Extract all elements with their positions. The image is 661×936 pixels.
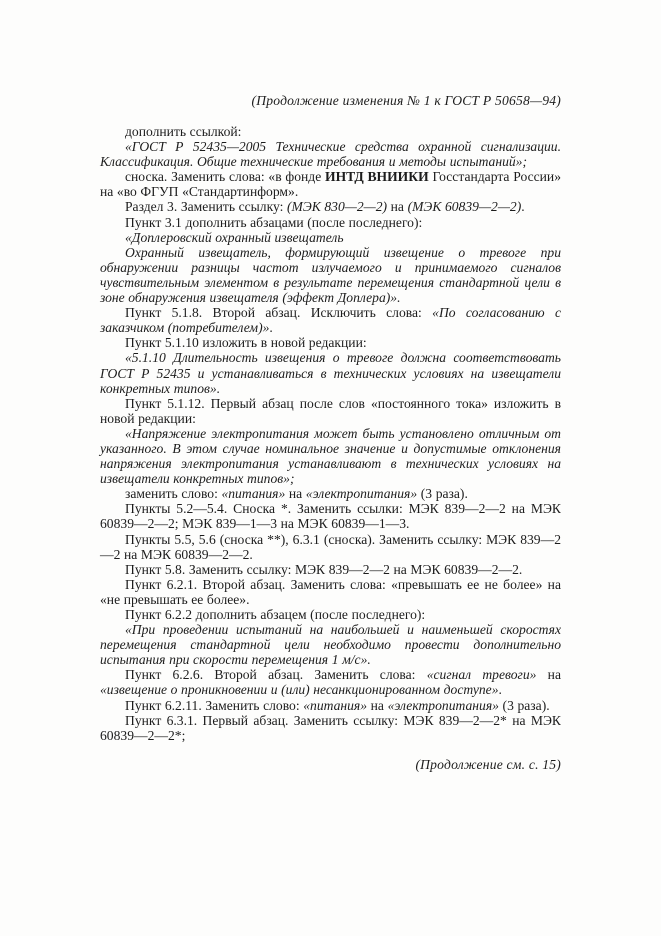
paragraph: [100, 169, 561, 199]
text-run: (МЭК 60839—2—2): [407, 199, 522, 215]
text-run: Пункт 5.1.10 изложить в новой редакции:: [125, 335, 367, 351]
text-run: (3 раза).: [417, 486, 468, 502]
text-run: сноска. Заменить слова: «в фонде: [125, 169, 325, 185]
text-run: Пункт 5.1.8. Второй абзац. Исключить слова:: [125, 305, 433, 321]
text-run: «электропитания»: [305, 486, 418, 502]
text-run: Госстандарта России» на «во ФГУП «Стандартинформ».: [100, 169, 561, 200]
text-run: на: [367, 697, 388, 713]
text-run: на: [387, 199, 408, 215]
text-run: Пункты 5.2—5.4. Сноска *. Заменить ссылки: МЭК 839—2—2 на МЭК 60839—2—2; МЭК 839—1—3 на МЭК 60839—1—3.: [100, 501, 561, 532]
text-run: Пункт 5.8. Заменить ссылку: МЭК 839—2—2 на МЭК 60839—2—2.: [125, 561, 523, 577]
text-run: ИНТД ВНИИКИ: [325, 169, 429, 185]
paragraph: [100, 667, 561, 697]
paragraph: [100, 335, 561, 350]
text-run: «ГОСТ Р 52435—2005 Технические средства охранной сигнализации. Классификация. Общие технические требования и методы испытаний»;: [100, 139, 561, 170]
paragraph: [100, 139, 561, 169]
text-run: Пункт 6.2.11. Заменить слово:: [125, 697, 304, 713]
paragraph: [100, 124, 561, 139]
paragraph: [100, 426, 561, 486]
text-run: «питания»: [221, 486, 286, 502]
text-run: Пункт 6.2.6. Второй абзац. Заменить слова:: [125, 667, 427, 683]
paragraph: [100, 577, 561, 607]
paragraph: [100, 562, 561, 577]
paragraph: [100, 607, 561, 622]
paragraph: [100, 713, 561, 743]
text-run: «питания»: [303, 697, 368, 713]
text-run: .: [498, 682, 502, 698]
paragraph: [100, 199, 561, 214]
text-run: .: [521, 199, 525, 215]
continuation-note: (Продолжение см. с. 15): [415, 757, 561, 772]
text-run: дополнить ссылкой:: [125, 124, 242, 139]
text-run: (3 раза).: [498, 697, 550, 713]
text-run: на: [536, 667, 561, 683]
text-run: Раздел 3. Заменить ссылку:: [125, 199, 287, 215]
paragraph: [100, 396, 561, 426]
paragraph: [100, 305, 561, 335]
text-run: Пункт 6.2.2 дополнить абзацем (после последнего):: [125, 607, 426, 622]
paragraph: [100, 245, 561, 305]
document-body: [100, 124, 561, 743]
paragraph: [100, 350, 561, 395]
paragraph: [100, 622, 561, 667]
paragraph: [100, 501, 561, 531]
text-run: Пункт 5.1.12. Первый абзац после слов «постоянного тока» изложить в новой редакции:: [100, 395, 561, 426]
text-run: «извещение о проникновении и (или) несанкционированном доступе»: [100, 682, 499, 698]
text-run: «По согласованию с заказчиком (потребителем)»: [100, 305, 561, 336]
text-run: Пункты 5.5, 5.6 (сноска **), 6.3.1 (сноска). Заменить ссылку: МЭК 839—2—2 на МЭК 60839—2—2.: [100, 531, 561, 562]
text-run: «Напряжение электропитания может быть установлено отличным от указанного. В этом случае номинальное значение и допустимые отклонения напряжения электропитания устанавливают в технических условиях на извещатели конкретных типов»;: [100, 425, 561, 487]
paragraph: [100, 215, 561, 230]
text-run: «При проведении испытаний на наибольшей и наименьшей скоростях перемещения стандартной цели необходимо провести дополнительно испытания при скорости перемещения 1 м/с».: [100, 622, 561, 668]
text-run: на: [285, 486, 306, 502]
text-run: (МЭК 830—2—2): [287, 199, 388, 215]
text-run: «Доплеровский охранный извещатель: [125, 229, 344, 245]
text-run: Пункт 6.3.1. Первый абзац. Заменить ссылку: МЭК 839—2—2* на МЭК 60839—2—2*;: [100, 712, 561, 743]
paragraph: [100, 230, 561, 245]
text-run: «сигнал тревоги»: [426, 667, 537, 683]
paragraph: [100, 486, 561, 501]
text-run: Пункт 6.2.1. Второй абзац. Заменить слова: «превышать ее не более» на «не превышать ее более».: [100, 576, 561, 607]
paragraph: [100, 532, 561, 562]
running-header: (Продолжение изменения № 1 к ГОСТ Р 50658—94): [251, 93, 561, 108]
text-run: «электропитания»: [387, 697, 499, 713]
text-run: Пункт 3.1 дополнить абзацами (после последнего):: [125, 214, 423, 230]
text-run: .: [269, 320, 273, 336]
paragraph: [100, 698, 561, 713]
text-run: «5.1.10 Длительность извещения о тревоге должна соответствовать ГОСТ Р 52435 и устанавливаться в технических условиях на извещатели конкретных типов».: [100, 350, 561, 396]
text-run: Охранный извещатель, формирующий извещение о тревоге при обнаружении разницы частот излучаемого и принимаемого сигналов чувствительным элементом в результате перемещения стандартной цели в зоне обнаружения извещателя (эффект Доплера)».: [100, 244, 561, 306]
text-run: заменить слово:: [125, 486, 222, 502]
